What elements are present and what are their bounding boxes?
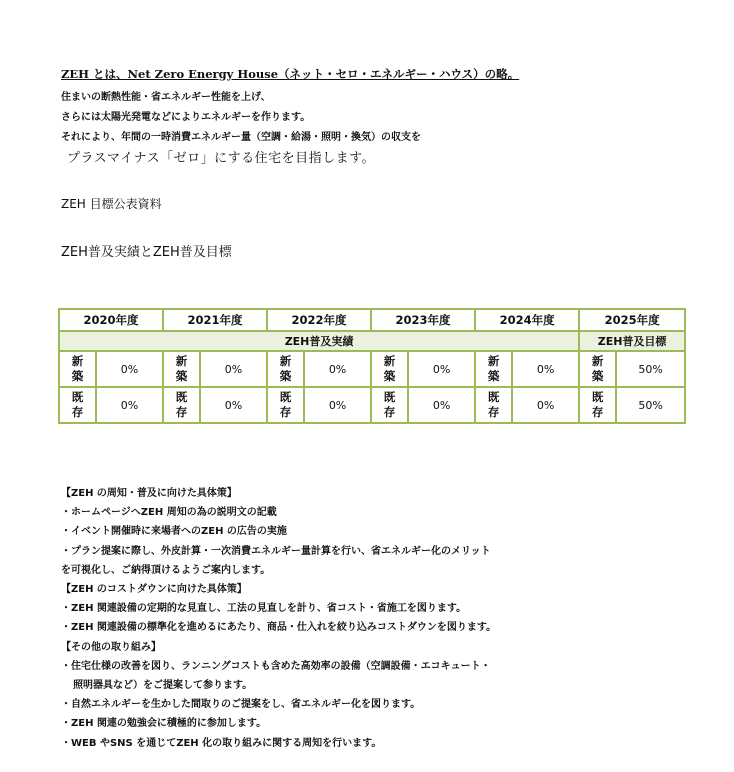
intro-line-2: さらには太陽光発電などによりエネルギーを作ります。 bbox=[61, 112, 311, 123]
measures-item: ・ZEH 関連設備の標準化を進めるにあたり、商品・仕入れを絞り込みコストダウンを図ります。 bbox=[61, 622, 497, 634]
kind-new: 新 築 bbox=[163, 351, 200, 387]
measures-heading-cost: 【ZEH のコストダウンに向けた具体策】 bbox=[61, 584, 247, 596]
measures-heading-promotion: 【ZEH の周知・普及に向けた具体策】 bbox=[61, 488, 237, 499]
kind-existing: 既 存 bbox=[267, 387, 304, 423]
kind-new: 新 築 bbox=[267, 351, 304, 387]
intro-title: ZEH とは、Net Zero Energy House（ネット・セロ・エネルギー・ハウス）の略。 bbox=[61, 67, 520, 81]
kind-existing: 既 存 bbox=[579, 387, 616, 423]
year-2022: 2022年度 bbox=[267, 309, 371, 331]
measures-item: ・WEB やSNS を通じてZEH 化の取り組みに関する周知を行います。 bbox=[61, 737, 382, 749]
measures-item: ・自然エネルギーを生かした間取りのご提案をし、省エネルギー化を図ります。 bbox=[61, 699, 421, 711]
kind-new: 新 築 bbox=[59, 351, 96, 387]
kind-existing: 既 存 bbox=[59, 387, 96, 423]
measures-section bbox=[61, 484, 496, 753]
year-2024: 2024年度 bbox=[475, 309, 579, 331]
value-cell: 0% bbox=[304, 387, 371, 423]
value-cell: 0% bbox=[200, 387, 267, 423]
heading-table: ZEH普及実績とZEH普及目標 bbox=[61, 245, 232, 260]
category-target: ZEH普及目標 bbox=[579, 331, 685, 351]
year-2023: 2023年度 bbox=[371, 309, 475, 331]
intro-emphasis: プラスマイナス「ゼロ」にする住宅を目指します。 bbox=[67, 151, 376, 166]
value-cell: 50% bbox=[616, 387, 685, 423]
value-cell: 0% bbox=[408, 387, 475, 423]
measures-item-continued: 照明器具など）をご提案して参ります。 bbox=[73, 680, 253, 692]
value-cell: 0% bbox=[200, 351, 267, 387]
table-row-new bbox=[59, 351, 685, 387]
category-actual: ZEH普及実績 bbox=[59, 331, 579, 351]
measures-item-continued: を可視化し、ご納得頂けるようご案内します。 bbox=[61, 564, 271, 576]
measures-item: ・住宅仕様の改善を図り、ランニングコストも含めた高効率の設備（空調設備・エコキュート・ bbox=[61, 660, 491, 672]
measures-item: ・ZEH 関連の勉強会に積極的に参加します。 bbox=[61, 718, 267, 730]
measures-item: ・ホームページへZEH 周知の為の説明文の記載 bbox=[61, 507, 277, 519]
value-cell: 0% bbox=[96, 351, 163, 387]
value-cell: 0% bbox=[408, 351, 475, 387]
value-cell: 0% bbox=[96, 387, 163, 423]
kind-new: 新 築 bbox=[579, 351, 616, 387]
kind-existing: 既 存 bbox=[163, 387, 200, 423]
year-header-row bbox=[59, 309, 685, 331]
value-cell: 0% bbox=[512, 351, 579, 387]
value-cell: 0% bbox=[304, 351, 371, 387]
value-cell: 50% bbox=[616, 351, 685, 387]
measures-item: ・イベント開催時に来場者へのZEH の広告の実施 bbox=[61, 526, 287, 538]
kind-existing: 既 存 bbox=[371, 387, 408, 423]
kind-new: 新 築 bbox=[371, 351, 408, 387]
measures-heading-other: 【その他の取り組み】 bbox=[61, 641, 161, 653]
measures-item: ・ZEH 関連設備の定期的な見直し、工法の見直しを計り、省コスト・省施工を図ります。 bbox=[61, 603, 467, 615]
intro-line-1: 住まいの断熱性能・省エネルギー性能を上げ、 bbox=[61, 92, 271, 103]
intro-line-3: それにより、年間の一時消費エネルギー量（空調・給湯・照明・換気）の収支を bbox=[61, 132, 421, 143]
category-row bbox=[59, 331, 685, 351]
table-row-existing bbox=[59, 387, 685, 423]
year-2020: 2020年度 bbox=[59, 309, 163, 331]
value-cell: 0% bbox=[512, 387, 579, 423]
year-2025: 2025年度 bbox=[579, 309, 685, 331]
kind-existing: 既 存 bbox=[475, 387, 512, 423]
kind-new: 新 築 bbox=[475, 351, 512, 387]
zeh-table bbox=[58, 308, 686, 424]
year-2021: 2021年度 bbox=[163, 309, 267, 331]
measures-item: ・プラン提案に際し、外皮計算・一次消費エネルギー量計算を行い、省エネルギー化のメリット bbox=[61, 545, 491, 557]
heading-public-data: ZEH 目標公表資料 bbox=[61, 197, 162, 211]
